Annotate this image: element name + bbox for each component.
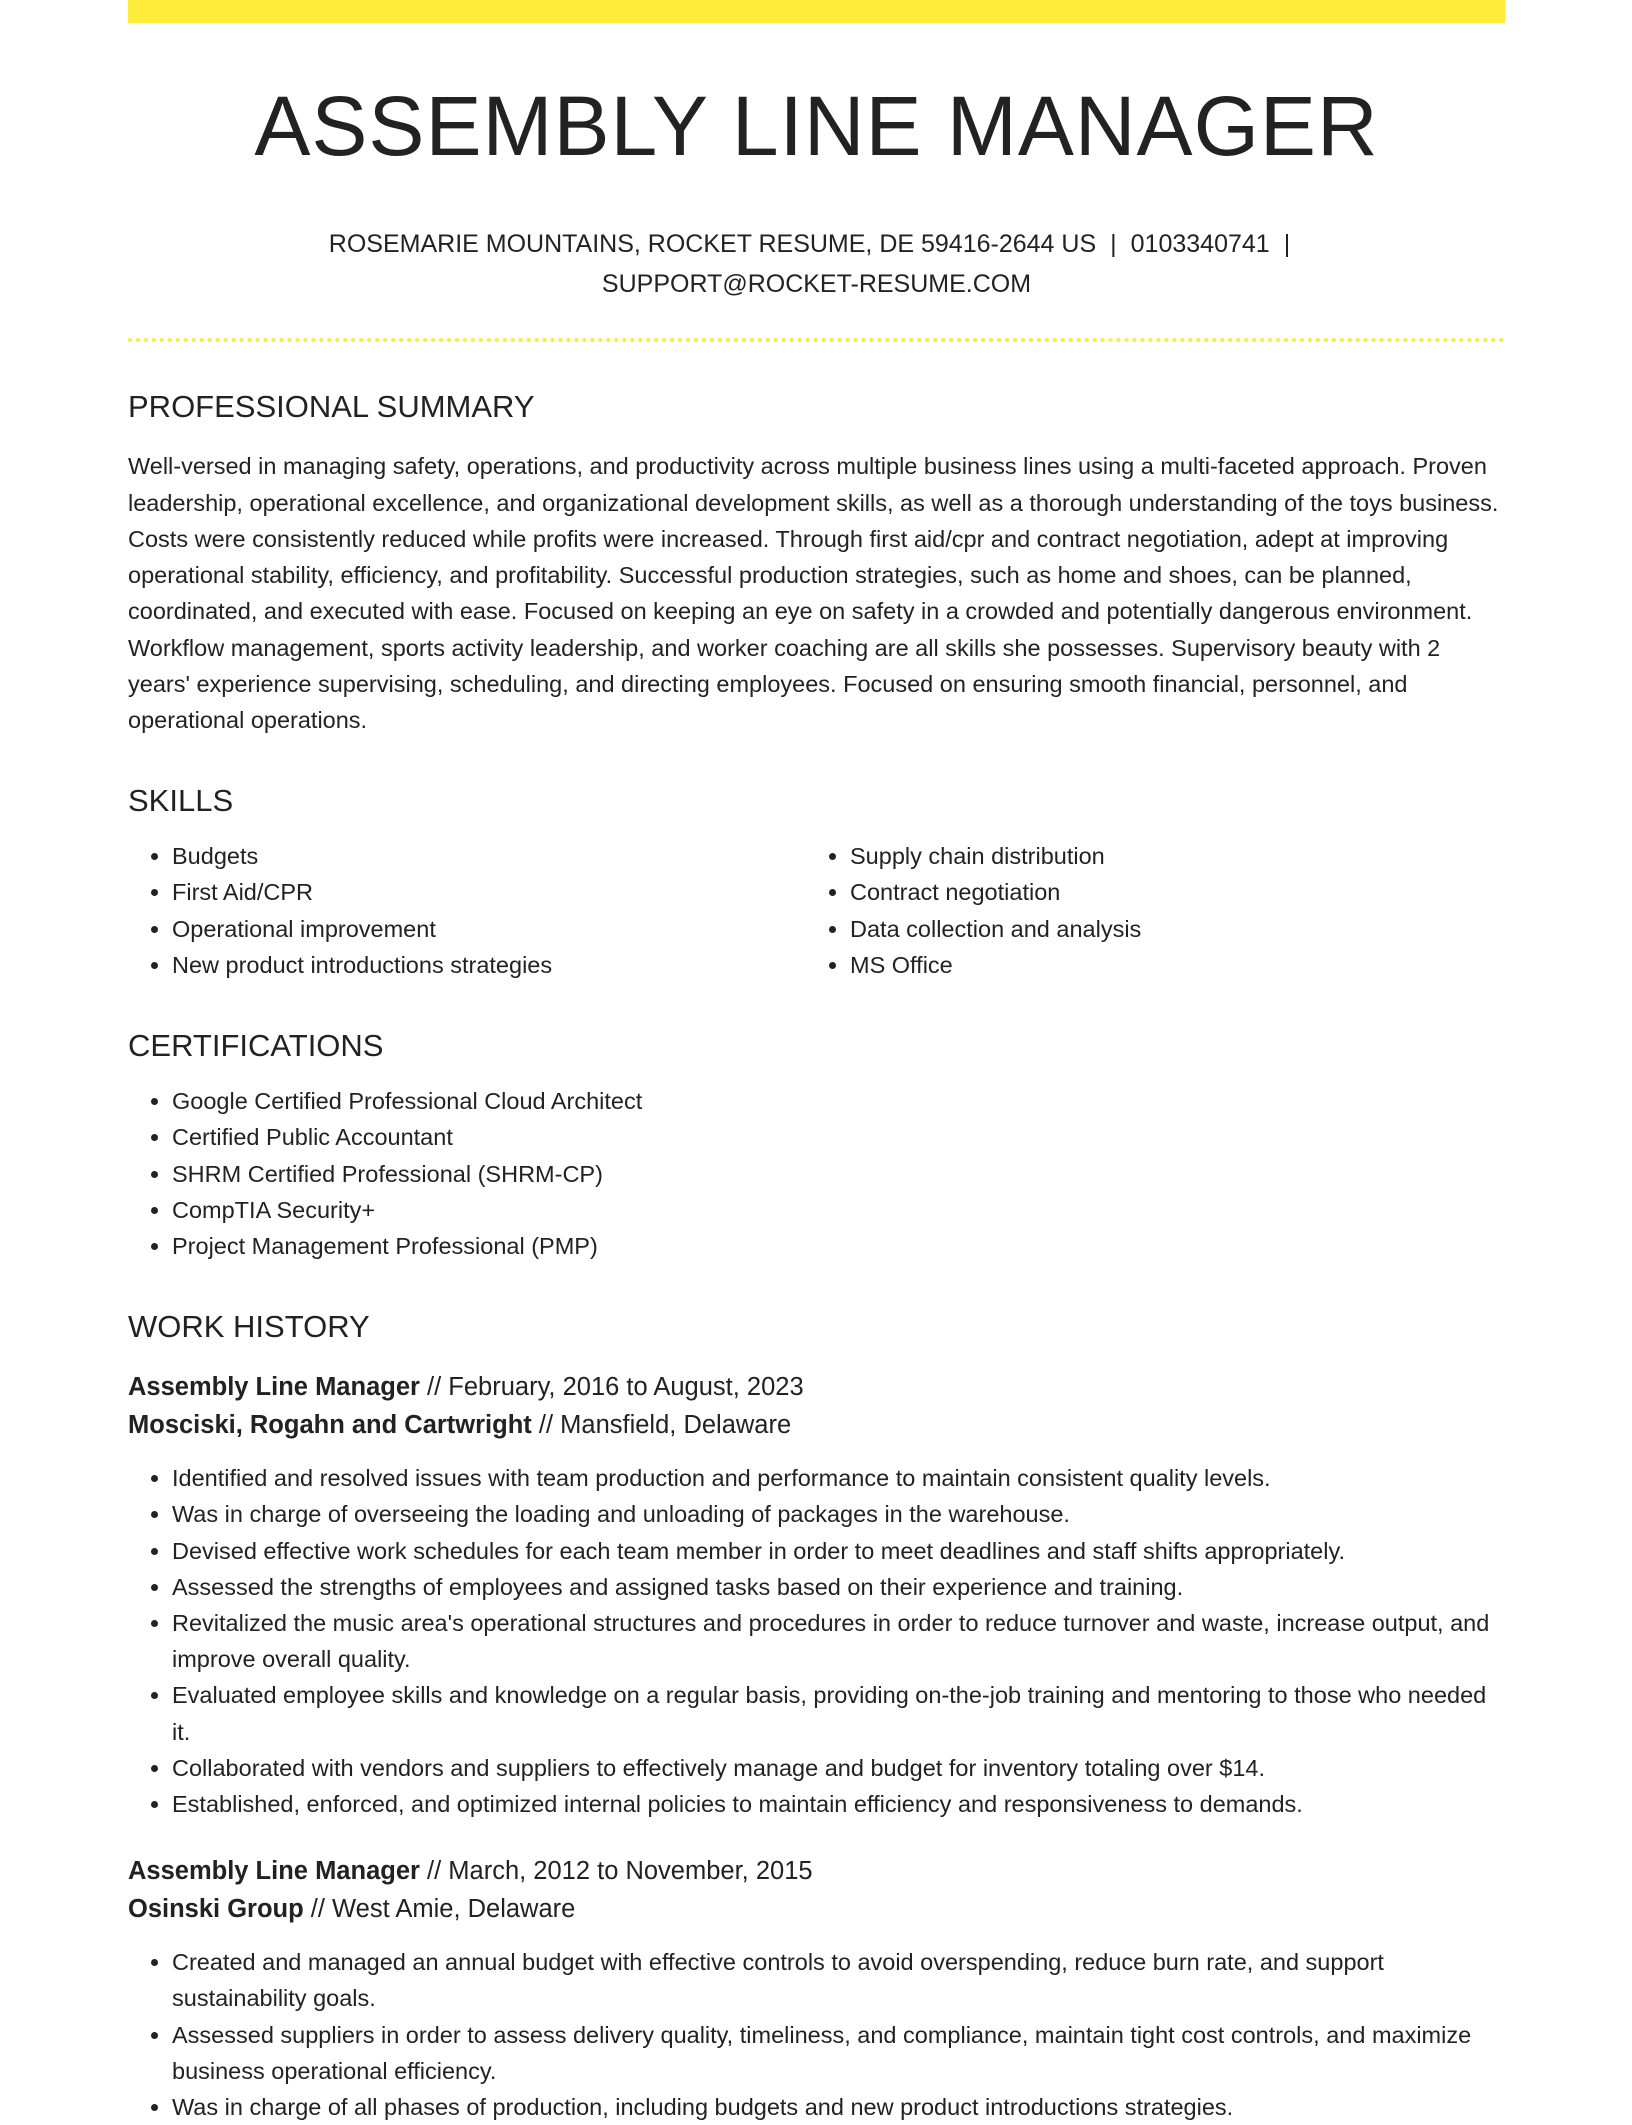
- job-title-line: [128, 1852, 1505, 1890]
- contact-phone: 0103340741: [1130, 230, 1270, 259]
- job-bullets: [128, 1460, 1505, 1822]
- job-entry: [128, 1368, 1505, 1822]
- summary-text: Well-versed in managing safety, operations, and productivity across multiple business lines using a multi-faceted approach. Proven leadership, operational excellence, and organizational development skills, as well as a thorough understanding of the toys business. Costs were consistently reduced while profits were increased. Through first aid/cpr and contract negotiation, adept at improving operational stability, efficiency, and profitability. Successful production strategies, such as home and shoes, can be planned, coordinated, and executed with ease. Focused on keeping an eye on safety in a crowded and potentially dangerous environment. Workflow management, sports activity leadership, and worker coaching are all skills she possesses. Supervisory beauty with 2 years' experience supervising, scheduling, and directing employees. Focused on ensuring smooth financial, personnel, and operational operations.: [128, 453, 1499, 733]
- job-position: Assembly Line Manager: [128, 1373, 420, 1402]
- skill-item: • Data collection and analysis: [850, 911, 1490, 947]
- job-bullet: • Created and managed an annual budget with effective controls to avoid overspending, reduce burn rate, and support sustainability goals.: [172, 1944, 1505, 2016]
- certification-item: • SHRM Certified Professional (SHRM-CP): [172, 1156, 1505, 1192]
- job-dates: March, 2012 to November, 2015: [448, 1857, 813, 1886]
- job-company: Mosciski, Rogahn and Cartwright: [128, 1411, 532, 1440]
- skill-item: • New product introductions strategies: [172, 947, 806, 983]
- job-dates: February, 2016 to August, 2023: [448, 1373, 804, 1402]
- skills-column-right: [806, 838, 1490, 983]
- skills-list: [128, 838, 1505, 983]
- job-separator: //: [531, 1411, 561, 1440]
- skill-item: • First Aid/CPR: [172, 874, 806, 910]
- job-separator: //: [419, 1373, 449, 1402]
- certification-item: • Certified Public Accountant: [172, 1119, 1505, 1155]
- job-bullet: • Identified and resolved issues with team production and performance to maintain consistent quality levels.: [172, 1460, 1505, 1496]
- contact-address: ROSEMARIE MOUNTAINS, ROCKET RESUME, DE 59416-2644 US: [328, 230, 1097, 259]
- job-separator: //: [303, 1895, 333, 1924]
- skills-column-left: [128, 838, 806, 983]
- certifications-list: [128, 1083, 1505, 1264]
- job-company: Osinski Group: [128, 1895, 304, 1924]
- job-bullet: • Revitalized the music area's operational structures and procedures in order to reduce turnover and waste, increase output, and improve overall quality.: [172, 1605, 1505, 1677]
- job-header: [128, 1852, 1505, 1928]
- job-company-line: [128, 1890, 1505, 1928]
- job-entry: [128, 1852, 1505, 2125]
- resume-title: ASSEMBLY LINE MANAGER: [254, 79, 1379, 173]
- job-separator: //: [419, 1857, 449, 1886]
- job-company-line: [128, 1406, 1505, 1444]
- certification-item: • Google Certified Professional Cloud Architect: [172, 1083, 1505, 1119]
- certifications-heading: CERTIFICATIONS: [128, 1028, 384, 1064]
- certification-item: • Project Management Professional (PMP): [172, 1228, 1505, 1264]
- job-bullet: • Was in charge of overseeing the loading and unloading of packages in the warehouse.: [172, 1496, 1505, 1532]
- contact-email: SUPPORT@ROCKET-RESUME.COM: [601, 270, 1032, 299]
- dotted-divider: [128, 338, 1505, 342]
- work-history-heading: WORK HISTORY: [128, 1309, 370, 1345]
- contact-separator: |: [1110, 230, 1117, 259]
- skill-item: • Budgets: [172, 838, 806, 874]
- job-bullet: • Assessed suppliers in order to assess delivery quality, timeliness, and compliance, maintain tight cost controls, and maximize business operational efficiency.: [172, 2017, 1505, 2089]
- skills-heading: SKILLS: [128, 783, 234, 819]
- contact-line-1: [128, 224, 1505, 264]
- job-position: Assembly Line Manager: [128, 1857, 420, 1886]
- job-bullet: • Collaborated with vendors and suppliers to effectively manage and budget for inventory totaling over $14.: [172, 1750, 1505, 1786]
- accent-bar: [128, 0, 1505, 23]
- skill-item: • Supply chain distribution: [850, 838, 1490, 874]
- skill-item: • Operational improvement: [172, 911, 806, 947]
- job-location: Mansfield, Delaware: [560, 1411, 792, 1440]
- job-bullet: • Devised effective work schedules for each team member in order to meet deadlines and staff shifts appropriately.: [172, 1533, 1505, 1569]
- resume-page: [128, 0, 1505, 2125]
- job-location: West Amie, Delaware: [332, 1895, 576, 1924]
- skill-item: • Contract negotiation: [850, 874, 1490, 910]
- job-title-line: [128, 1368, 1505, 1406]
- contact-line-2: [128, 264, 1505, 304]
- job-bullet: • Was in charge of all phases of production, including budgets and new product introductions strategies.: [172, 2089, 1505, 2125]
- summary-heading: PROFESSIONAL SUMMARY: [128, 389, 535, 425]
- job-header: [128, 1368, 1505, 1444]
- job-bullets: [128, 1944, 1505, 2125]
- contact-separator: |: [1283, 230, 1291, 259]
- certification-item: • CompTIA Security+: [172, 1192, 1505, 1228]
- job-bullet: • Assessed the strengths of employees and assigned tasks based on their experience and training.: [172, 1569, 1505, 1605]
- job-bullet: • Evaluated employee skills and knowledge on a regular basis, providing on-the-job training and mentoring to those who needed it.: [172, 1677, 1505, 1749]
- job-bullet: • Established, enforced, and optimized internal policies to maintain efficiency and responsiveness to demands.: [172, 1786, 1505, 1822]
- contact-info: [128, 224, 1505, 304]
- skill-item: • MS Office: [850, 947, 1490, 983]
